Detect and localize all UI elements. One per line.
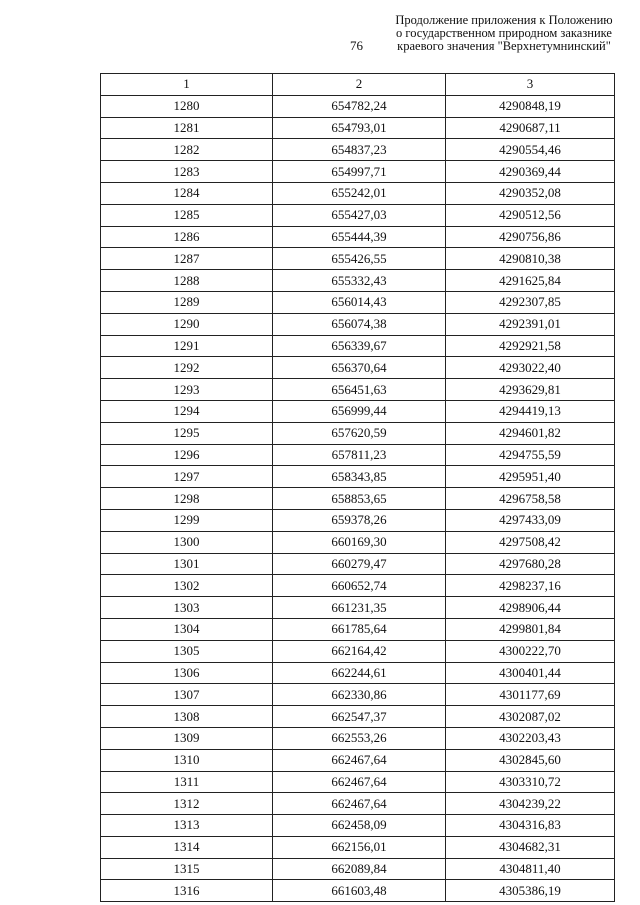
table-cell: 661785,64 xyxy=(273,618,446,640)
table-cell: 1300 xyxy=(101,531,273,553)
document-header xyxy=(384,14,624,53)
table-cell: 662458,09 xyxy=(273,815,446,837)
table-cell: 4304316,83 xyxy=(446,815,615,837)
coordinates-table xyxy=(100,73,615,902)
table-cell: 1290 xyxy=(101,313,273,335)
table-cell: 4302203,43 xyxy=(446,727,615,749)
table-cell: 660279,47 xyxy=(273,553,446,575)
table-row xyxy=(101,248,615,270)
table-cell: 655426,55 xyxy=(273,248,446,270)
table-cell: 654837,23 xyxy=(273,139,446,161)
table-cell: 1287 xyxy=(101,248,273,270)
table-cell: 4297433,09 xyxy=(446,509,615,531)
table-cell: 1313 xyxy=(101,815,273,837)
table-cell: 1281 xyxy=(101,117,273,139)
table-row xyxy=(101,204,615,226)
table-header-row xyxy=(101,74,615,96)
table-row xyxy=(101,706,615,728)
table-cell: 1307 xyxy=(101,684,273,706)
table-cell: 662547,37 xyxy=(273,706,446,728)
table-cell: 1311 xyxy=(101,771,273,793)
table-cell: 4294419,13 xyxy=(446,400,615,422)
table-cell: 656370,64 xyxy=(273,357,446,379)
table-cell: 1283 xyxy=(101,161,273,183)
table-row xyxy=(101,575,615,597)
table-row xyxy=(101,662,615,684)
table-row xyxy=(101,836,615,858)
table-cell: 4293629,81 xyxy=(446,379,615,401)
table-row xyxy=(101,139,615,161)
table-cell: 662553,26 xyxy=(273,727,446,749)
table-cell: 4297508,42 xyxy=(446,531,615,553)
table-cell: 4290352,08 xyxy=(446,182,615,204)
table-cell: 657811,23 xyxy=(273,444,446,466)
table-cell: 658343,85 xyxy=(273,466,446,488)
table-cell: 1293 xyxy=(101,379,273,401)
table-cell: 655427,03 xyxy=(273,204,446,226)
table-cell: 4291625,84 xyxy=(446,270,615,292)
table-cell: 656074,38 xyxy=(273,313,446,335)
table-cell: 1297 xyxy=(101,466,273,488)
table-row xyxy=(101,509,615,531)
table-cell: 4290810,38 xyxy=(446,248,615,270)
table-cell: 1310 xyxy=(101,749,273,771)
table-cell: 4290756,86 xyxy=(446,226,615,248)
table-cell: 662244,61 xyxy=(273,662,446,684)
table-row xyxy=(101,444,615,466)
table-cell: 1314 xyxy=(101,836,273,858)
table-row xyxy=(101,357,615,379)
table-row xyxy=(101,313,615,335)
table-row xyxy=(101,95,615,117)
table-row xyxy=(101,182,615,204)
table-cell: 1288 xyxy=(101,270,273,292)
table-row xyxy=(101,335,615,357)
table-cell: 655242,01 xyxy=(273,182,446,204)
table-cell: 654997,71 xyxy=(273,161,446,183)
table-cell: 1303 xyxy=(101,597,273,619)
table-row xyxy=(101,270,615,292)
table-cell: 659378,26 xyxy=(273,509,446,531)
table-row xyxy=(101,727,615,749)
table-row xyxy=(101,291,615,313)
header-line: краевого значения "Верхнетумнинский" xyxy=(397,39,611,53)
table-cell: 1286 xyxy=(101,226,273,248)
table-row xyxy=(101,422,615,444)
column-header: 2 xyxy=(273,74,446,96)
table-cell: 4302087,02 xyxy=(446,706,615,728)
table-cell: 662164,42 xyxy=(273,640,446,662)
table-cell: 4295951,40 xyxy=(446,466,615,488)
table-cell: 1302 xyxy=(101,575,273,597)
table-cell: 1282 xyxy=(101,139,273,161)
table-row xyxy=(101,226,615,248)
table-row xyxy=(101,880,615,902)
table-row xyxy=(101,531,615,553)
table-cell: 1291 xyxy=(101,335,273,357)
table-cell: 1309 xyxy=(101,727,273,749)
column-header: 3 xyxy=(446,74,615,96)
table-row xyxy=(101,684,615,706)
column-header: 1 xyxy=(101,74,273,96)
table-cell: 655332,43 xyxy=(273,270,446,292)
table-cell: 654793,01 xyxy=(273,117,446,139)
table-cell: 662467,64 xyxy=(273,793,446,815)
table-cell: 1294 xyxy=(101,400,273,422)
page-number: 76 xyxy=(350,38,363,53)
table-cell: 662089,84 xyxy=(273,858,446,880)
table-row xyxy=(101,161,615,183)
header-line: о государственном природном заказнике xyxy=(396,26,612,40)
table-cell: 4297680,28 xyxy=(446,553,615,575)
table-cell: 656999,44 xyxy=(273,400,446,422)
table-cell: 1280 xyxy=(101,95,273,117)
table-cell: 656451,63 xyxy=(273,379,446,401)
table-row xyxy=(101,553,615,575)
table-cell: 4304682,31 xyxy=(446,836,615,858)
table-cell: 1301 xyxy=(101,553,273,575)
table-row xyxy=(101,640,615,662)
table-cell: 656014,43 xyxy=(273,291,446,313)
table-cell: 4303310,72 xyxy=(446,771,615,793)
table-cell: 4290687,11 xyxy=(446,117,615,139)
table-row xyxy=(101,793,615,815)
table-row xyxy=(101,488,615,510)
table-cell: 4302845,60 xyxy=(446,749,615,771)
table-cell: 4292307,85 xyxy=(446,291,615,313)
table-cell: 657620,59 xyxy=(273,422,446,444)
table-cell: 4292391,01 xyxy=(446,313,615,335)
table-cell: 4292921,58 xyxy=(446,335,615,357)
table-row xyxy=(101,400,615,422)
table-row xyxy=(101,858,615,880)
table-cell: 4300222,70 xyxy=(446,640,615,662)
table-row xyxy=(101,597,615,619)
table-cell: 662467,64 xyxy=(273,749,446,771)
table-cell: 4299801,84 xyxy=(446,618,615,640)
table-row xyxy=(101,379,615,401)
table-cell: 1315 xyxy=(101,858,273,880)
table-row xyxy=(101,815,615,837)
table-cell: 661603,48 xyxy=(273,880,446,902)
table-cell: 1306 xyxy=(101,662,273,684)
table-cell: 1289 xyxy=(101,291,273,313)
table-row xyxy=(101,618,615,640)
table-cell: 661231,35 xyxy=(273,597,446,619)
table-row xyxy=(101,749,615,771)
table-cell: 660652,74 xyxy=(273,575,446,597)
table-cell: 4290554,46 xyxy=(446,139,615,161)
table-cell: 4301177,69 xyxy=(446,684,615,706)
header-line: Продолжение приложения к Положению xyxy=(395,13,613,27)
table-cell: 1308 xyxy=(101,706,273,728)
table-row xyxy=(101,117,615,139)
table-cell: 4290369,44 xyxy=(446,161,615,183)
table-cell: 662467,64 xyxy=(273,771,446,793)
table-cell: 4304239,22 xyxy=(446,793,615,815)
table-cell: 1316 xyxy=(101,880,273,902)
table-cell: 656339,67 xyxy=(273,335,446,357)
table-cell: 4305386,19 xyxy=(446,880,615,902)
table-cell: 4304811,40 xyxy=(446,858,615,880)
table-cell: 4290512,56 xyxy=(446,204,615,226)
table-cell: 1304 xyxy=(101,618,273,640)
table-row xyxy=(101,771,615,793)
table-cell: 4294755,59 xyxy=(446,444,615,466)
table-cell: 662156,01 xyxy=(273,836,446,858)
table-cell: 1299 xyxy=(101,509,273,531)
table-cell: 4290848,19 xyxy=(446,95,615,117)
table-body xyxy=(101,95,615,901)
table-cell: 4296758,58 xyxy=(446,488,615,510)
table-cell: 1295 xyxy=(101,422,273,444)
table-cell: 658853,65 xyxy=(273,488,446,510)
table-cell: 4294601,82 xyxy=(446,422,615,444)
table-cell: 660169,30 xyxy=(273,531,446,553)
table-cell: 1298 xyxy=(101,488,273,510)
table-cell: 4298906,44 xyxy=(446,597,615,619)
table-cell: 1305 xyxy=(101,640,273,662)
table-cell: 4293022,40 xyxy=(446,357,615,379)
table-cell: 1296 xyxy=(101,444,273,466)
table-cell: 1292 xyxy=(101,357,273,379)
table-row xyxy=(101,466,615,488)
table-cell: 654782,24 xyxy=(273,95,446,117)
table-cell: 1312 xyxy=(101,793,273,815)
table-cell: 4300401,44 xyxy=(446,662,615,684)
table-cell: 655444,39 xyxy=(273,226,446,248)
table-cell: 1285 xyxy=(101,204,273,226)
table-cell: 1284 xyxy=(101,182,273,204)
table-cell: 662330,86 xyxy=(273,684,446,706)
table-cell: 4298237,16 xyxy=(446,575,615,597)
